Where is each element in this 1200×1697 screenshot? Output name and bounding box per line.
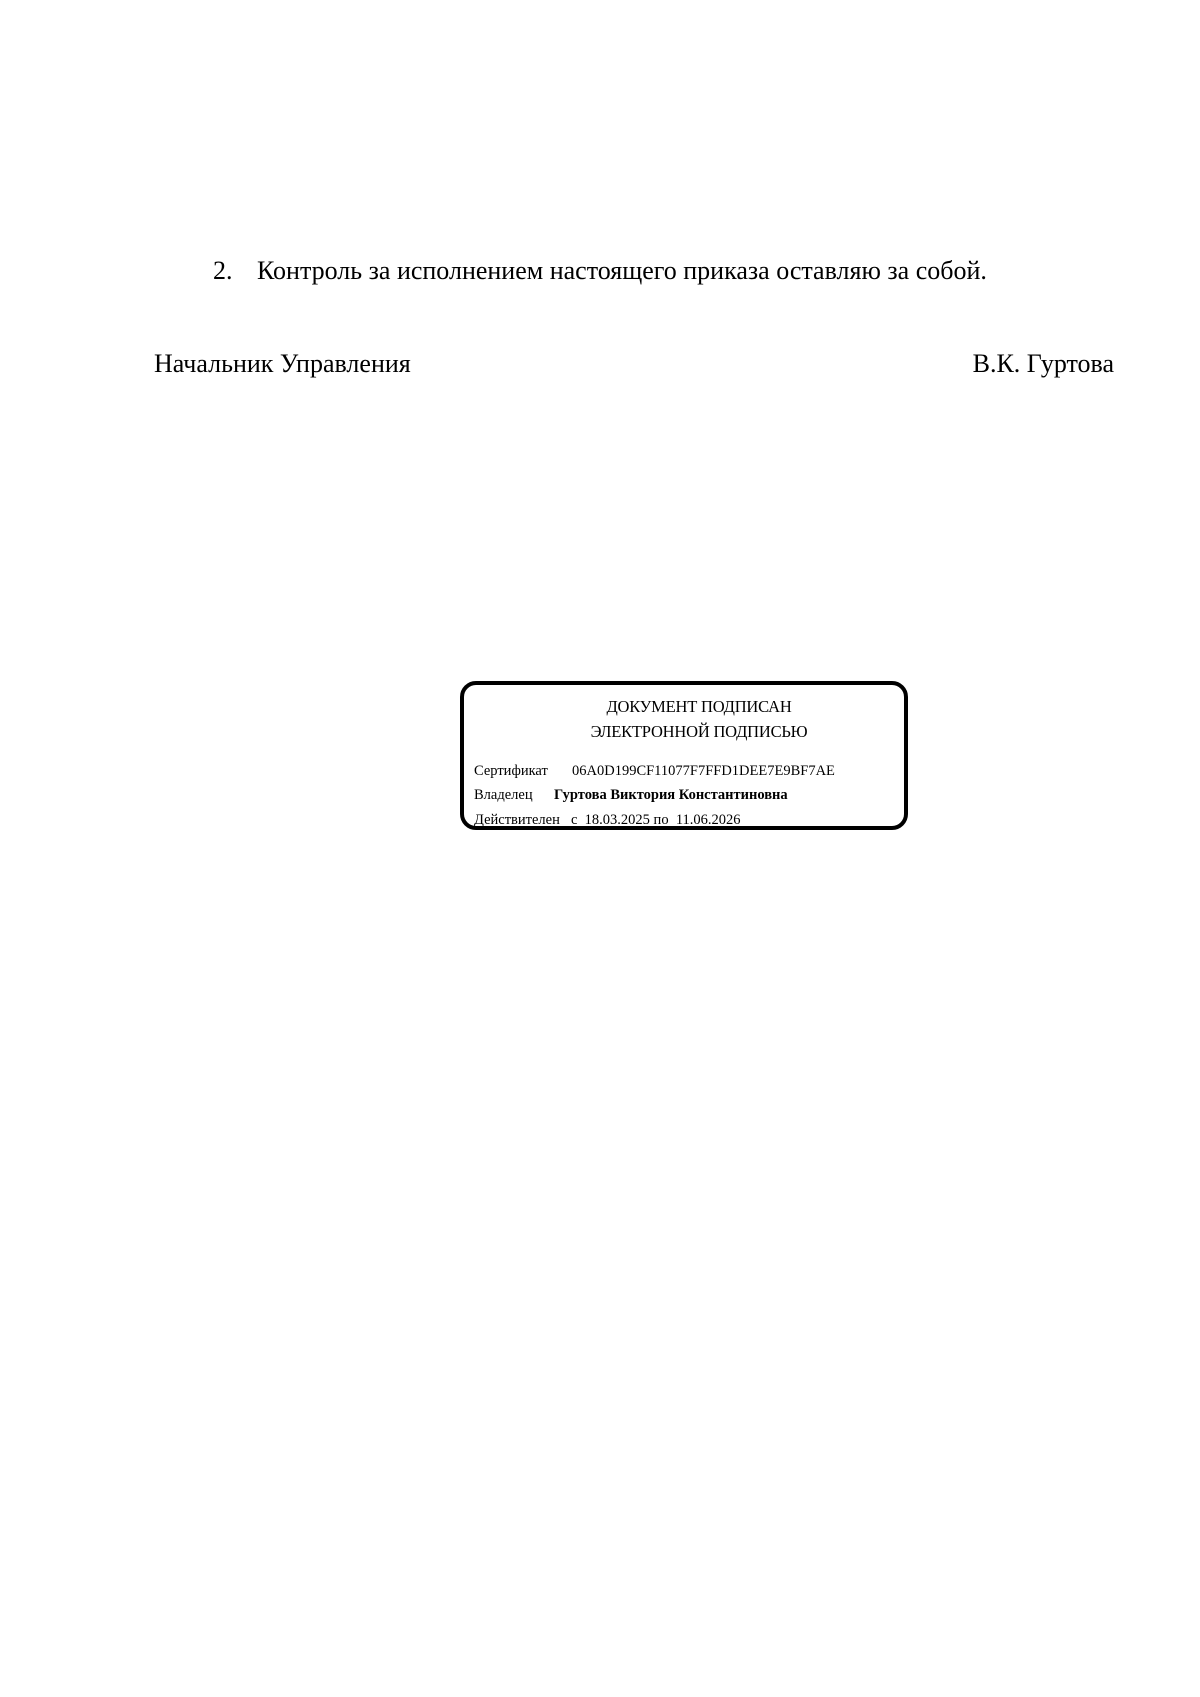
stamp-validity-row — [474, 812, 741, 829]
paragraph-number: 2. — [213, 256, 233, 285]
stamp-certificate-row — [474, 763, 835, 780]
signer-position: Начальник Управления — [154, 349, 411, 378]
signer-name: В.К. Гуртова — [972, 349, 1114, 378]
stamp-title-line2: ЭЛЕКТРОННОЙ ПОДПИСЬЮ — [590, 722, 808, 741]
validity-label: Действителен — [474, 812, 560, 828]
paragraph-item-2 — [213, 255, 987, 287]
certificate-value: 06A0D199CF11077F7FFD1DEE7E9BF7AE — [572, 763, 835, 779]
certificate-label: Сертификат — [474, 763, 548, 779]
signature-block — [154, 348, 1114, 382]
electronic-signature-stamp — [460, 681, 908, 830]
owner-value: Гуртова Виктория Константиновна — [554, 787, 788, 803]
validity-value: с 18.03.2025 по 11.06.2026 — [571, 812, 741, 828]
owner-label: Владелец — [474, 787, 533, 803]
stamp-title-line1: ДОКУМЕНТ ПОДПИСАН — [606, 697, 792, 716]
paragraph-text: Контроль за исполнением настоящего приказа оставляю за собой. — [257, 256, 987, 285]
stamp-owner-row — [474, 787, 788, 804]
